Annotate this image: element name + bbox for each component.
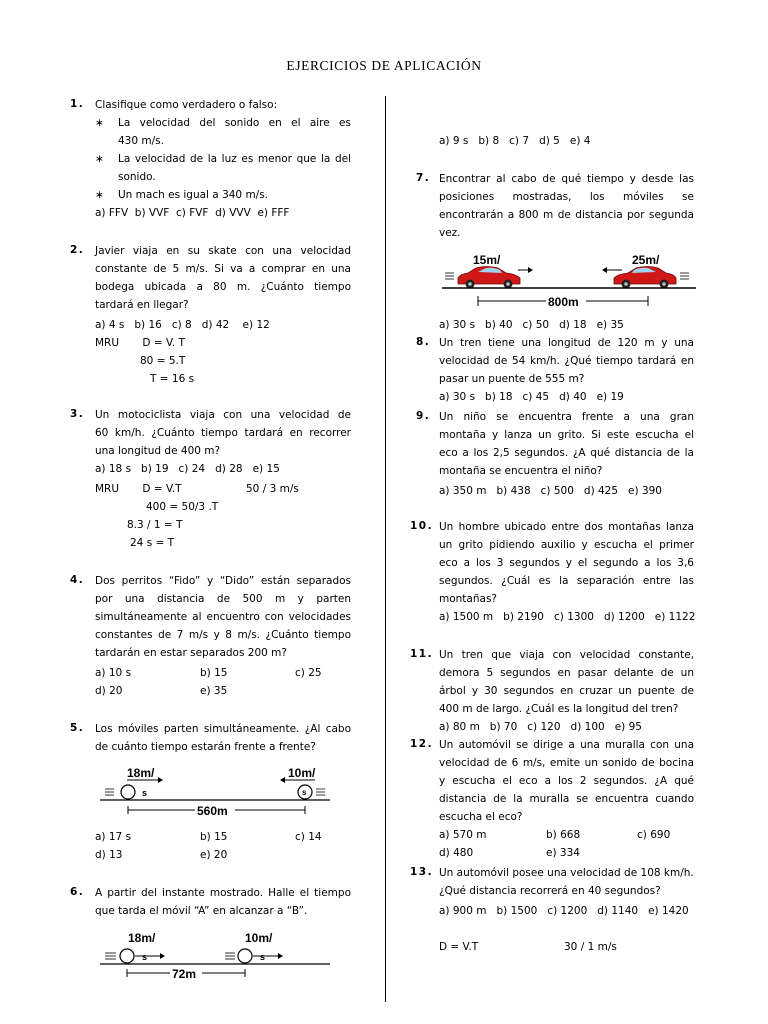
- problem-text: segundos. ¿Cuál es la separación entre las: [439, 575, 694, 587]
- solution-step: 8.3 / 1 = T: [127, 519, 183, 531]
- answer-option: a) 17 s: [95, 831, 132, 843]
- problem-number: 3.: [70, 408, 85, 420]
- speed-lines-icon: [105, 789, 325, 795]
- distance-label: 560m: [197, 804, 228, 818]
- problem-text: tardará en llegar?: [95, 299, 189, 311]
- mobile-ball-icon: [121, 785, 135, 799]
- problem-text: posiciones mostradas, los móviles se: [439, 191, 694, 203]
- answer-option: d) 13: [95, 849, 123, 861]
- problem-text: un grito pidiendo auxilio y escucha el primer: [439, 539, 694, 551]
- answer-options: a) 350 m b) 438 c) 500 d) 425 e) 390: [439, 485, 662, 497]
- problem-number: 6.: [70, 886, 85, 898]
- problem-text: Un automóvil posee una velocidad de 108 km/h.: [439, 867, 694, 879]
- problem-text: tardarán en estar separados 200 m?: [95, 647, 287, 659]
- solution-step: 24 s = T: [130, 537, 175, 549]
- problem-text: por una distancia de 500 m y parten: [95, 593, 351, 605]
- problem-text: árbol y 30 segundos en cruzar un puente de: [439, 685, 694, 697]
- arrowhead-icon: [528, 267, 533, 273]
- problem-text: que tarda el móvil “A” en alcanzar a “B”.: [95, 905, 308, 917]
- problem-text: Encontrar al cabo de qué tiempo y desde las: [439, 173, 694, 185]
- motion-diagram-5: [100, 764, 330, 824]
- problem-text: encontrarán a 800 m de distancia por segunda: [439, 209, 694, 221]
- problem-text: Un tren tiene una longitud de 120 m y una: [439, 337, 694, 349]
- solution-step: MRU D = V.T: [95, 483, 182, 495]
- answer-options: a) 30 s b) 18 c) 45 d) 40 e) 19: [439, 391, 624, 403]
- problem-text: demora 5 segundos en pasar delante de un: [439, 667, 694, 679]
- answer-option: b) 15: [200, 831, 228, 843]
- answer-option: d) 480: [439, 847, 474, 859]
- bullet-icon: ∗: [95, 153, 104, 165]
- problem-number: 11.: [410, 648, 434, 660]
- answer-options: a) 9 s b) 8 c) 7 d) 5 e) 4: [439, 135, 591, 147]
- problem-text: velocidad de 6 m/s, emite un sonido de bocina: [439, 757, 694, 769]
- problem-number: 9.: [416, 410, 431, 422]
- problem-text: pasar un puente de 555 m?: [439, 373, 585, 385]
- column-divider: [385, 96, 386, 1002]
- solution-step: 80 = 5.T: [140, 355, 186, 367]
- problem-text: bodega ubicada a 80 m. ¿Cuánto tiempo: [95, 281, 351, 293]
- red-car-right-icon: [614, 267, 676, 289]
- solution-step: 400 = 50/3 .T: [146, 501, 219, 513]
- answer-option: d) 20: [95, 685, 123, 697]
- problem-text: montañas?: [439, 593, 497, 605]
- problem-text: montaña se encuentra el niño?: [439, 465, 603, 477]
- answer-option: a) 10 s: [95, 667, 132, 679]
- problem-text: eco a los 3 segundos y el segundo a los 3,6: [439, 557, 694, 569]
- mobile-a-icon: [120, 949, 134, 963]
- problem-text: eco a los 2,5 segundos. ¿A qué distancia de la: [439, 447, 694, 459]
- answer-option: c) 14: [295, 831, 322, 843]
- problem-text: Un motociclista viaja con una velocidad de: [95, 409, 351, 421]
- problem-text: ¿Qué distancia recorrerá en 40 segundos?: [439, 885, 661, 897]
- problem-text: distancia de la muralla se encuentra cuando: [439, 793, 694, 805]
- problem-text: 60 km/h. ¿Cuánto tiempo tardará en recorrer: [95, 427, 351, 439]
- bullet-icon: ∗: [95, 189, 104, 201]
- arrowhead-icon: [160, 953, 165, 959]
- answer-option: c) 25: [295, 667, 322, 679]
- problem-text: simultáneamente al encuentro con velocidades: [95, 611, 351, 623]
- problem-text: escucha el eco?: [439, 811, 523, 823]
- problem-number: 1.: [70, 98, 85, 110]
- answer-option: e) 20: [200, 849, 228, 861]
- problem-text: vez.: [439, 227, 461, 239]
- answer-options: a) 900 m b) 1500 c) 1200 d) 1140 e) 1420: [439, 905, 689, 917]
- velocity-label-1: 15m/: [473, 253, 501, 267]
- problem-text: constante de 5 m/s. Si va a comprar en una: [95, 263, 351, 275]
- mobile-b-icon: [238, 949, 252, 963]
- problem-number: 13.: [410, 866, 434, 878]
- problem-text: Un hombre ubicado entre dos montañas lanza: [439, 521, 694, 533]
- arrowhead-icon: [158, 777, 163, 783]
- problem-number: 4.: [70, 574, 85, 586]
- answer-options: a) 30 s b) 40 c) 50 d) 18 e) 35: [439, 319, 624, 331]
- problem-text: Clasifique como verdadero o falso:: [95, 99, 278, 111]
- velocity-label-2: 25m/: [632, 253, 660, 267]
- problem-text: Un tren que viaja con velocidad constante,: [439, 649, 694, 661]
- red-car-left-icon: [458, 267, 520, 289]
- answer-option: b) 668: [546, 829, 581, 841]
- ball-label: s: [260, 952, 266, 962]
- problem-text: y escucha el eco a los 2 segundos. ¿A qué: [439, 775, 694, 787]
- arrowhead-icon: [278, 953, 283, 959]
- answer-options: a) 4 s b) 16 c) 8 d) 42 e) 12: [95, 319, 270, 331]
- velocity-label-1: 18m/: [127, 766, 155, 780]
- problem-text: La velocidad del sonido en el aire es: [118, 117, 351, 129]
- problem-text: Un mach es igual a 340 m/s.: [118, 189, 269, 201]
- problem-text: 400 m de largo. ¿Cuál es la longitud del tren?: [439, 703, 679, 715]
- solution-step: D = V.T: [439, 941, 479, 953]
- solution-step: 50 / 3 m/s: [246, 483, 299, 495]
- distance-label: 72m: [172, 967, 197, 981]
- answer-option: e) 35: [200, 685, 228, 697]
- answer-options: a) FFV b) VVF c) FVF d) VVV e) FFF: [95, 207, 290, 219]
- problem-number: 12.: [410, 738, 434, 750]
- ball-label: s: [302, 788, 307, 797]
- answer-option: e) 334: [546, 847, 580, 859]
- solution-step: 30 / 1 m/s: [564, 941, 617, 953]
- answer-options: a) 1500 m b) 2190 c) 1300 d) 1200 e) 1122: [439, 611, 696, 623]
- distance-label: 800m: [548, 295, 579, 309]
- answer-options: a) 18 s b) 19 c) 24 d) 28 e) 15: [95, 463, 280, 475]
- page-title: EJERCICIOS DE APLICACIÓN: [286, 58, 482, 73]
- problem-text: La velocidad de la luz es menor que la del: [118, 153, 351, 165]
- problem-text: A partir del instante mostrado. Halle el tiempo: [95, 887, 351, 899]
- velocity-label-1: 18m/: [128, 931, 156, 945]
- ball-label: s: [142, 788, 148, 798]
- arrowhead-icon: [280, 777, 285, 783]
- problem-number: 5.: [70, 722, 85, 734]
- motion-diagram-6: [100, 928, 330, 984]
- problem-text: una longitud de 400 m?: [95, 445, 221, 457]
- solution-step: T = 16 s: [150, 373, 195, 385]
- problem-number: 2.: [70, 244, 85, 256]
- arrowhead-icon: [602, 267, 607, 273]
- velocity-label-2: 10m/: [288, 766, 316, 780]
- problem-text: Un automóvil se dirige a una muralla con una: [439, 739, 694, 751]
- answer-option: a) 570 m: [439, 829, 487, 841]
- answer-option: c) 690: [637, 829, 671, 841]
- problem-text: montaña y lanza un grito. Si este escucha el: [439, 429, 694, 441]
- problem-text: velocidad de 54 km/h. ¿Qué tiempo tardará en: [439, 355, 694, 367]
- problem-number: 7.: [416, 172, 431, 184]
- cars-diagram-7: [442, 248, 696, 310]
- ball-label: s: [142, 952, 148, 962]
- problem-number: 8.: [416, 336, 431, 348]
- problem-text: Los móviles parten simultáneamente. ¿Al cabo: [95, 723, 351, 735]
- problem-text: constantes de 7 m/s y 8 m/s. ¿Cuánto tiempo: [95, 629, 351, 641]
- solution-step: MRU D = V. T: [95, 337, 185, 349]
- problem-text: de cuánto tiempo estarán frente a frente?: [95, 741, 316, 753]
- problem-number: 10.: [410, 520, 434, 532]
- answer-options: a) 80 m b) 70 c) 120 d) 100 e) 95: [439, 721, 642, 733]
- problem-text: Dos perritos “Fido” y “Dido” están separados: [95, 575, 351, 587]
- velocity-label-2: 10m/: [245, 931, 273, 945]
- problem-text: Un niño se encuentra frente a una gran: [439, 411, 694, 423]
- bullet-icon: ∗: [95, 117, 104, 129]
- answer-option: b) 15: [200, 667, 228, 679]
- problem-text: sonido.: [118, 171, 156, 183]
- problem-text: Javier viaja en su skate con una velocidad: [95, 245, 351, 257]
- problem-text: 430 m/s.: [118, 135, 164, 147]
